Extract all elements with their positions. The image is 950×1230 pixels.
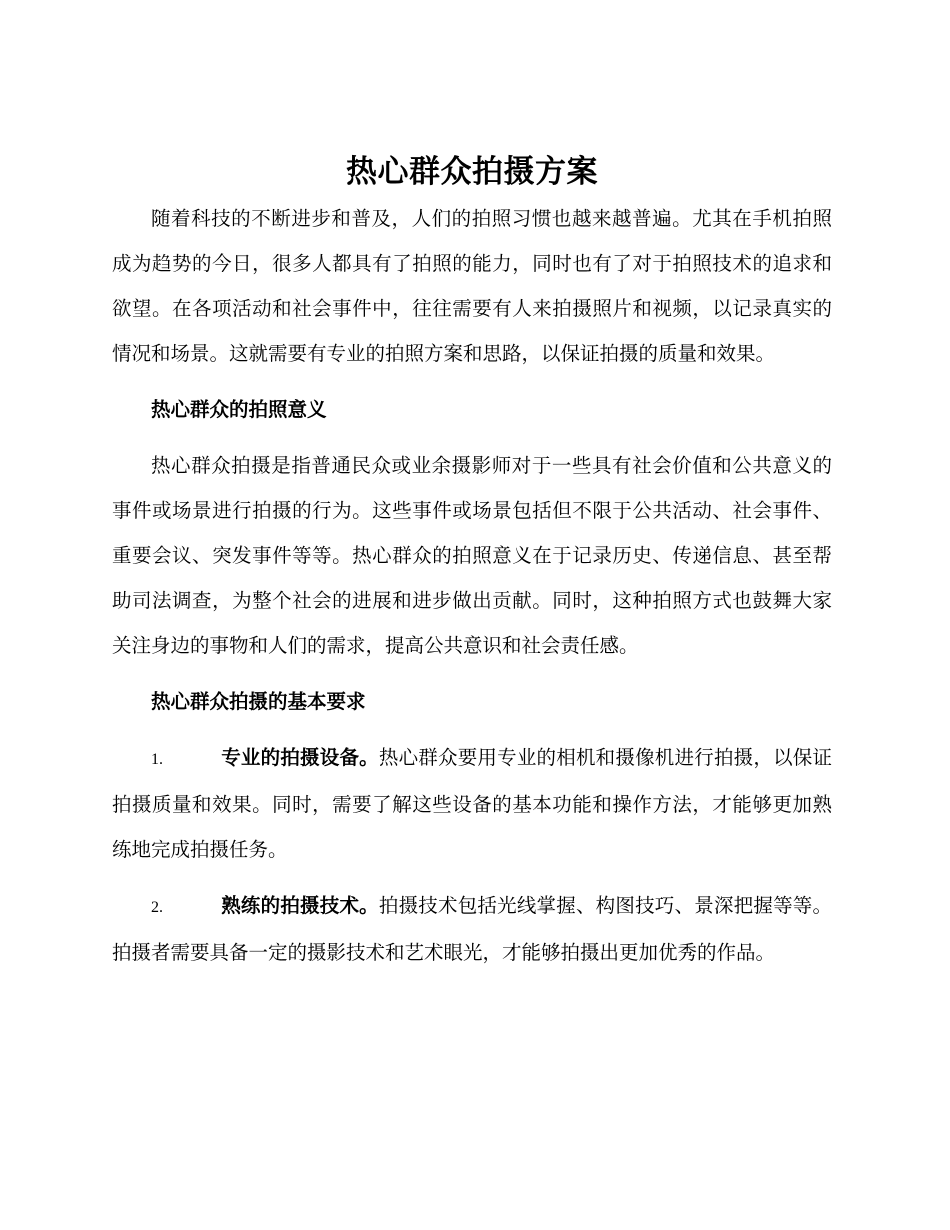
list-item-number: 2. <box>151 899 163 916</box>
intro-paragraph: 随着科技的不断进步和普及，人们的拍照习惯也越来越普遍。尤其在手机拍照成为趋势的今日，很多人都具有了拍照的能力，同时也有了对于拍照技术的追求和欲望。在各项活动和社会事件中，往往需要有人来拍摄照片和视频，以记录真实的情况和场景。这就需要有专业的拍照方案和思路，以保证拍摄的质量和效果。 <box>112 207 832 365</box>
section-heading-requirements: 热心群众拍摄的基本要求 <box>151 690 366 713</box>
list-item-lead: 专业的拍摄设备。 <box>221 746 379 769</box>
list-item <box>112 735 832 872</box>
list-item-number: 1. <box>151 751 163 768</box>
section-heading-meaning: 热心群众的拍照意义 <box>151 398 327 421</box>
document-page <box>112 150 832 986</box>
meaning-paragraph: 热心群众拍摄是指普通民众或业余摄影师对于一些具有社会价值和公共意义的事件或场景进行拍摄的行为。这些事件或场景包括但不限于公共活动、社会事件、重要会议、突发事件等等。热心群众的拍照意义在于记录历史、传递信息、甚至帮助司法调查，为整个社会的进展和进步做出贡献。同时，这种拍照方式也鼓舞大家关注身边的事物和人们的需求，提高公共意识和社会责任感。 <box>112 454 832 657</box>
list-item-text: 拍摄技术包括光线掌握、构图技巧、景深把握等等。拍摄者需要具备一定的摄影技术和艺术眼光，才能够拍摄出更加优秀的作品。 <box>112 894 832 964</box>
list-item-text: 热心群众要用专业的相机和摄像机进行拍摄，以保证拍摄质量和效果。同时，需要了解这些设备的基本功能和操作方法，才能够更加熟练地完成拍摄任务。 <box>112 746 832 861</box>
list-item <box>112 883 832 975</box>
list-item-lead: 熟练的拍摄技术。 <box>221 894 379 917</box>
document-title: 热心群众拍摄方案 <box>346 154 598 190</box>
